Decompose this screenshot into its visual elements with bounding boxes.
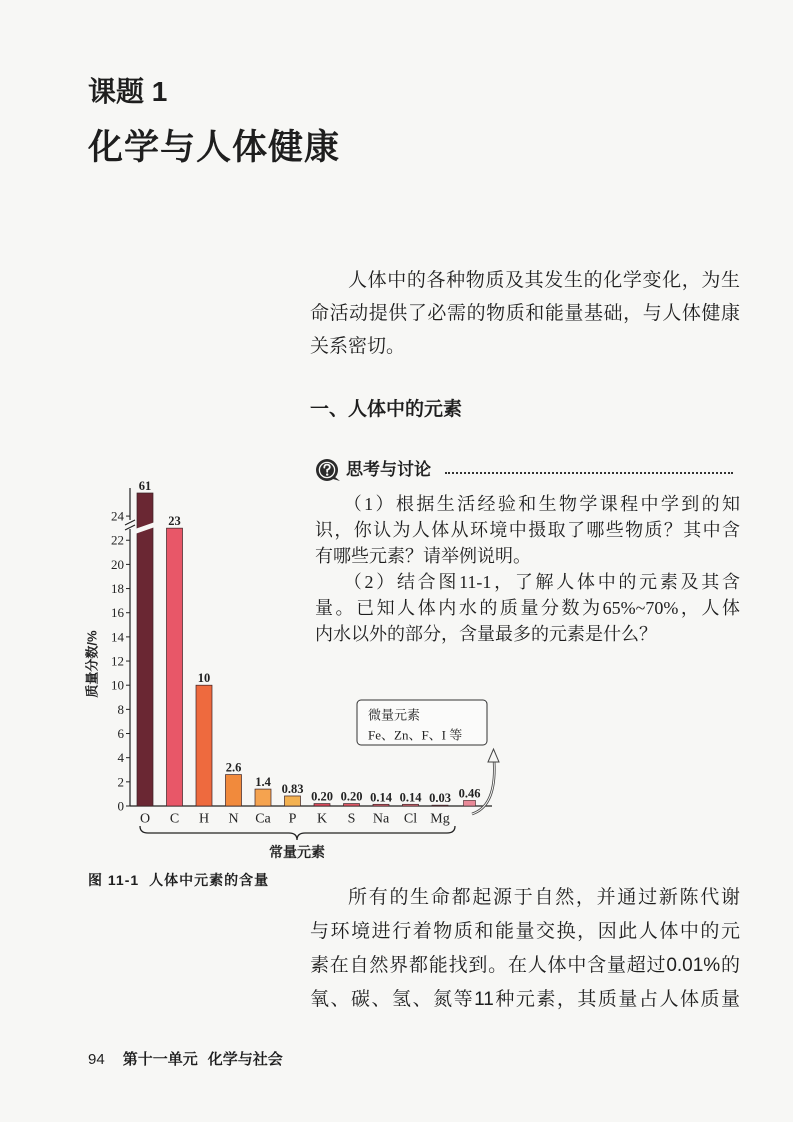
y-tick-label: 8 — [117, 701, 124, 717]
value-label-p: 0.83 — [281, 781, 304, 796]
value-label-ca: 1.4 — [255, 775, 271, 790]
y-tick-label: 10 — [111, 677, 124, 693]
body-line: 所有的生命都起源于自然，并通过新陈代谢 — [348, 887, 740, 908]
category-label-mg: Mg — [430, 811, 450, 827]
trace-elements-label: 微量元素 — [368, 707, 421, 723]
y-tick-label: 14 — [111, 629, 124, 645]
body-line: 氧、碳、氢、氮等11种元素，其质量占人体质量 — [310, 989, 740, 1010]
bar-mg — [432, 805, 448, 806]
question-2-line: （2）结合图11-1，了解人体中的元素及其含 — [343, 572, 740, 592]
value-label-mg: 0.03 — [429, 791, 451, 806]
discussion-header — [315, 458, 735, 482]
y-tick-label: 16 — [111, 605, 124, 621]
value-label-cl: 0.14 — [399, 790, 422, 805]
category-label-h: H — [198, 811, 210, 827]
category-label-ca: Ca — [255, 811, 271, 827]
y-tick-label: 18 — [111, 581, 124, 597]
y-tick-label: 4 — [117, 750, 124, 766]
page-footer — [88, 1050, 283, 1070]
section-heading: 一、人体中的元素 — [310, 399, 463, 420]
discussion-questions — [315, 490, 740, 646]
value-label-o: 61 — [138, 479, 152, 493]
intro-paragraph — [310, 264, 740, 363]
bar-na — [373, 804, 389, 806]
category-label-k: K — [316, 811, 328, 827]
bar-o — [137, 493, 153, 806]
body-line: 与环境进行着物质和能量交换，因此人体中的元 — [310, 921, 740, 942]
unit-title: 化学与社会 — [207, 1051, 283, 1068]
bar-c — [167, 528, 183, 806]
question-2-line: 内水以外的部分，含量最多的元素是什么？ — [315, 624, 657, 644]
category-label-p: P — [288, 811, 297, 827]
dotted-leader — [445, 472, 733, 474]
value-label-s: 0.20 — [340, 789, 363, 804]
y-tick-label: 2 — [117, 774, 124, 790]
value-label-n: 2.6 — [225, 760, 242, 775]
bar-ca — [255, 789, 271, 806]
category-label-na: Na — [372, 811, 390, 827]
discussion-label: 思考与讨论 — [346, 460, 431, 479]
category-label-cl: Cl — [403, 811, 418, 827]
y-tick-label: 0 — [117, 798, 124, 814]
bar-p — [285, 796, 301, 806]
y-axis-title: 质量分数/% — [84, 630, 100, 698]
y-tick-label: 24 — [111, 508, 124, 524]
question-bubble-icon — [315, 458, 341, 482]
value-label-na: 0.14 — [370, 790, 392, 805]
question-1-line: 识，你认为人体从环境中摄取了哪些物质？其中含 — [315, 520, 740, 540]
value-label-k: 0.20 — [311, 789, 333, 804]
category-label-c: C — [169, 811, 180, 827]
lesson-label: 课题 1 — [88, 76, 168, 107]
major-elements-brace — [140, 826, 455, 840]
page-number: 94 — [88, 1051, 105, 1068]
bar-n — [226, 775, 242, 806]
category-label-n: N — [228, 811, 239, 827]
y-tick-label: 22 — [111, 532, 124, 548]
question-2-line: 量。已知人体内水的质量分数为65%~70%，人体 — [315, 598, 740, 618]
intro-line: 关系密切。 — [310, 336, 406, 357]
body-line: 素在自然界都能找到。在人体中含量超过0.01%的 — [310, 955, 740, 976]
intro-line: 人体中的各种物质及其发生的化学变化，为生 — [348, 270, 740, 291]
trace-elements-detail: Fe、Zn、F、I 等 — [368, 727, 463, 743]
page-title: 化学与人体健康 — [88, 128, 341, 167]
bar-s — [344, 804, 360, 806]
figure-caption — [88, 871, 269, 889]
question-1-line: （1）根据生活经验和生物学课程中学到的知 — [343, 494, 740, 514]
bar-h — [196, 685, 212, 806]
y-tick-label: 12 — [111, 653, 124, 669]
figure-number: 图 11-1 — [88, 872, 140, 888]
body-paragraph — [310, 881, 740, 1017]
value-label-trace: 0.46 — [458, 786, 481, 801]
trace-arrow-head — [488, 749, 499, 762]
value-label-c: 23 — [168, 514, 181, 529]
intro-line: 命活动提供了必需的物质和能量基础，与人体健康 — [310, 303, 740, 324]
y-tick-label: 6 — [117, 726, 124, 742]
category-label-s: S — [347, 811, 356, 827]
unit-name: 第十一单元 — [122, 1051, 198, 1068]
bar-trace-elements — [464, 800, 476, 806]
major-elements-label: 常量元素 — [269, 844, 325, 860]
y-tick-label: 20 — [111, 556, 124, 572]
question-1-line: 有哪些元素？请举例说明。 — [315, 546, 531, 566]
bar-cl — [403, 804, 419, 806]
value-label-h: 10 — [197, 671, 211, 686]
category-label-o: O — [139, 811, 151, 827]
bar-k — [314, 804, 330, 806]
figure-title: 人体中元素的含量 — [149, 872, 270, 888]
